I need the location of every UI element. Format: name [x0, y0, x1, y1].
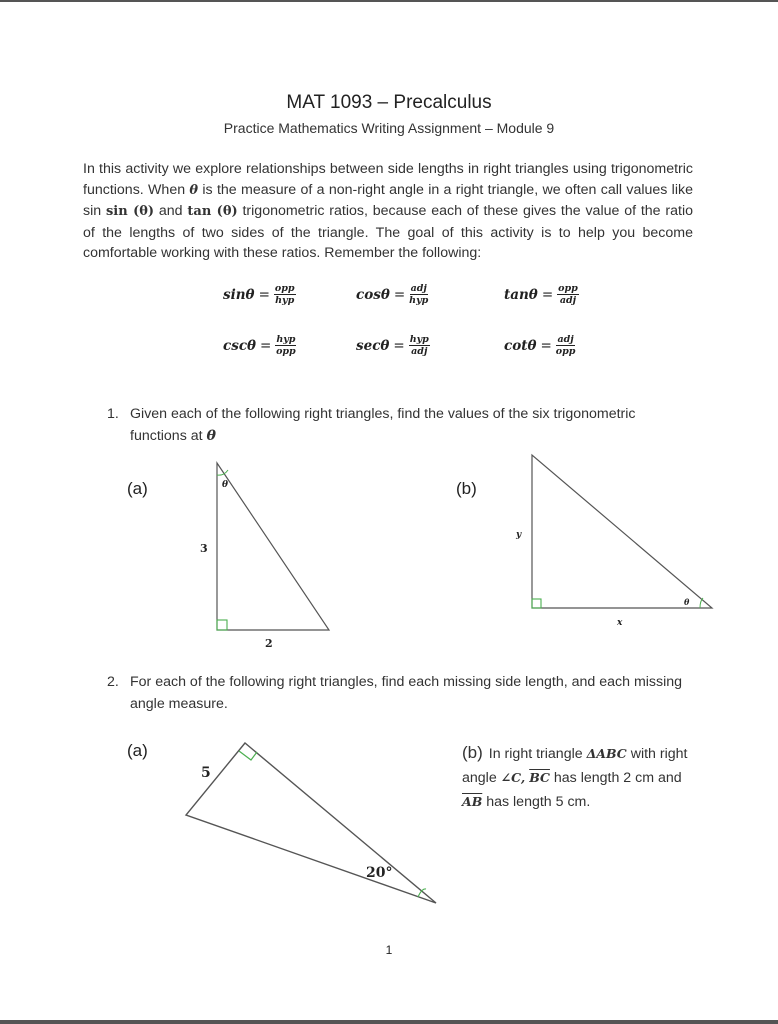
intro-paragraph: In this activity we explore relationships between side lengths in right triangles using trigonometric functions. When θ is the measure of a non-right angle in a right triangle, we often call values like sin sin (θ) and tan (θ) trigonometric ratios, because each of these gives the value of the ratio of the lengths of two sides of the triangle. The goal of this activity is to help you become comfortable working with these ratios. Remember the following: [83, 161, 693, 262]
question-2-number: 2. [107, 674, 119, 690]
question-1-text: Given each of the following right triangles, find the values of the six trigonometric functions at [130, 406, 636, 444]
q2a-angle-label: 20° [366, 865, 393, 881]
page-subtitle: Practice Mathematics Writing Assignment – Module 9 [223, 120, 555, 136]
q1b-side-horizontal: x [617, 618, 623, 628]
q1-part-a-label: (a) [127, 479, 148, 498]
question-2-text: For each of the following right triangles, find each missing side length, and each missing angle measure. [130, 674, 683, 712]
q1-triangle-a [200, 463, 329, 650]
q2-part-b-label: (b) [462, 743, 483, 762]
formula-csc: cscθ = $\frac{\text{hyp}}{\text{opp}}$ [223, 334, 296, 357]
right-angle-marker [217, 620, 227, 630]
formula-cot: cotθ = $\frac{\text{adj}}{\text{opp}}$ [504, 334, 576, 357]
right-angle-marker [239, 751, 257, 760]
formula-cos: cosθ = $\frac{\text{adj}}{\text{hyp}}$ [356, 283, 429, 306]
q2-triangle-a [186, 743, 436, 903]
question-1: 1. Given each of the following right triangles, find the values of the six trigonometric functions at θ [107, 403, 687, 447]
q1b-angle-label: θ [684, 597, 690, 607]
right-angle-marker [532, 599, 541, 608]
q2-part-a-label: (a) [127, 741, 148, 760]
q1b-side-vertical: y [516, 530, 522, 540]
page-bottom-border [0, 1020, 778, 1024]
q1a-angle-label: θ [222, 480, 229, 490]
question-1-number: 1. [107, 406, 119, 422]
formula-sec: secθ = $\frac{\text{hyp}}{\text{adj}}$ [356, 334, 429, 357]
q1a-side-vertical: 3 [200, 542, 208, 555]
formula-sin: sinθ = $\frac{\text{opp}}{\text{hyp}}$ [223, 283, 295, 306]
q2-part-b-text: (b) In right triangle ΔABC with right angle ∠C, $\overline{BC}$ has length 2 cm and $\overline{AB}$ has length 5 cm. [462, 743, 688, 810]
page-number: 1 [385, 943, 393, 957]
q1a-side-horizontal: 2 [265, 637, 273, 650]
q1-part-b-label: (b) [456, 479, 477, 498]
formula-tan: tanθ = $\frac{\text{opp}}{\text{adj}}$ [504, 283, 578, 306]
page-title: MAT 1093 – Precalculus [286, 92, 492, 113]
q2a-side-label: 5 [201, 765, 211, 781]
q1-triangle-b [515, 455, 712, 628]
